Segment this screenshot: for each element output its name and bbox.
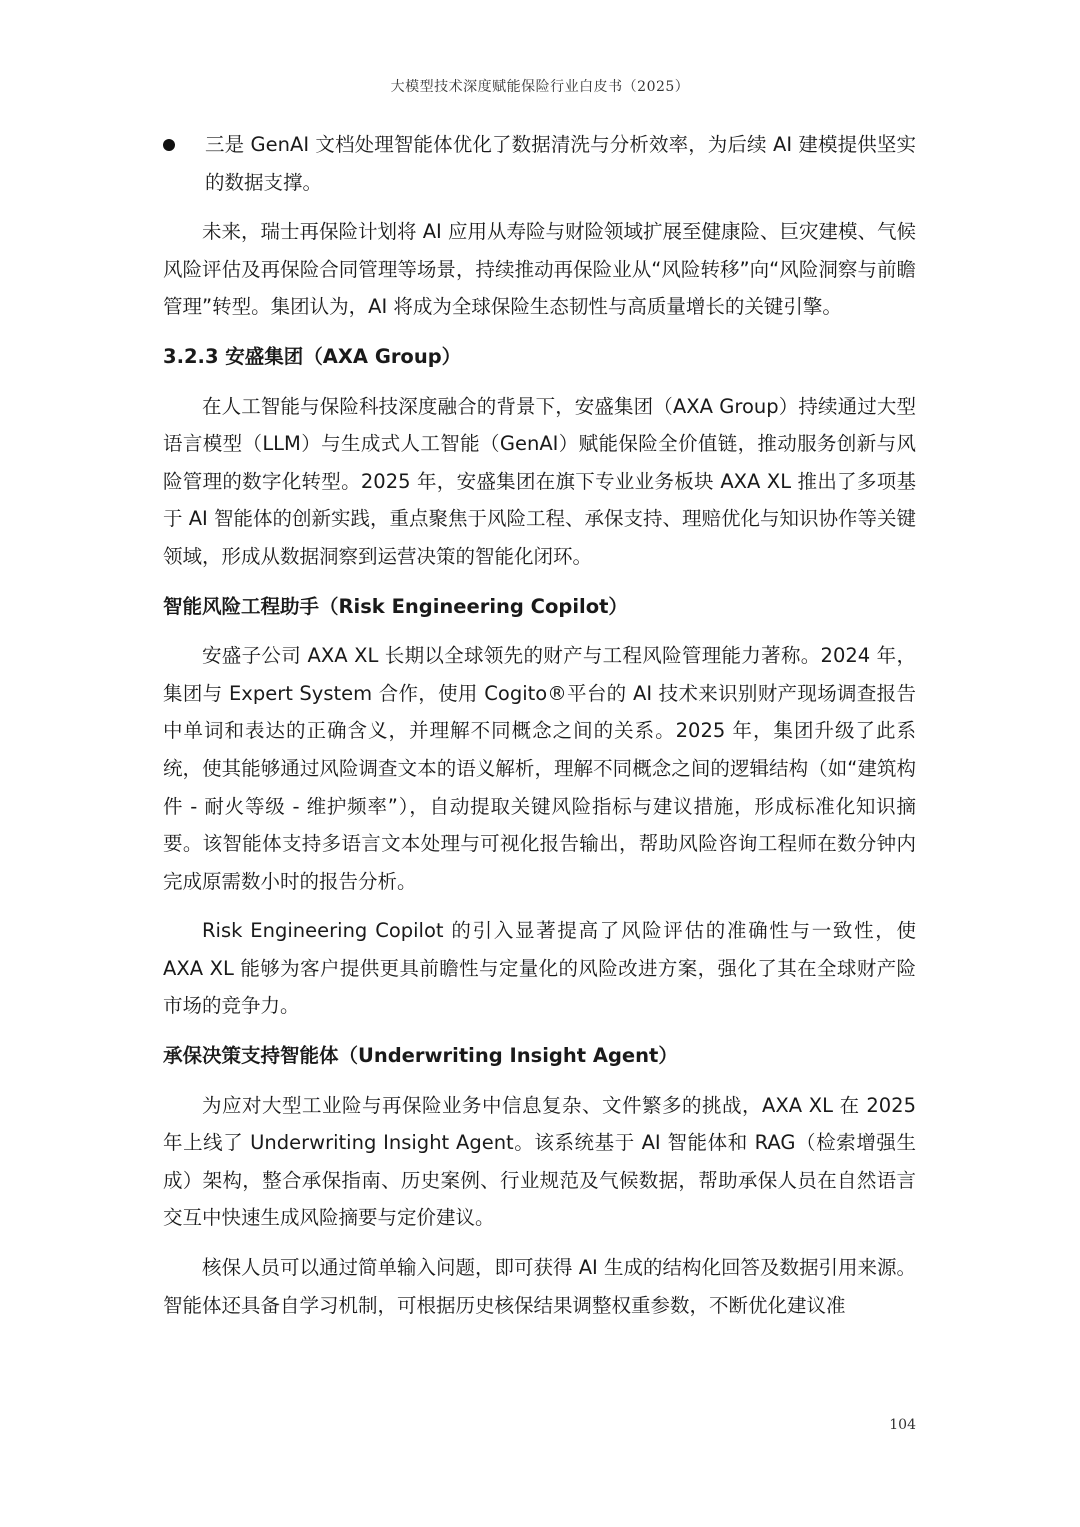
bullet-dot-icon: [163, 139, 175, 151]
section-heading-axa: 3.2.3 安盛集团（AXA Group）: [163, 344, 462, 368]
paragraph-axa-intro: 在人工智能与保险科技深度融合的背景下，安盛集团（AXA Group）持续通过大型语言模型（LLM）与生成式人工智能（GenAI）赋能保险全价值链，推动服务创新与风险管理的数字化转型。2025 年，安盛集团在旗下专业业务板块 AXA XL 推出了多项基于 AI 智能体的创新实践，重点聚焦于风险工程、承保支持、理赔优化与知识协作等关键领域，形成从数据洞察到运营决策的智能化闭环。: [163, 394, 916, 568]
page-header: 大模型技术深度赋能保险行业白皮书（2025）: [390, 79, 690, 95]
paragraph-copilot-impact: Risk Engineering Copilot 的引入显著提高了风险评估的准确性与一致性，使 AXA XL 能够为客户提供更具前瞻性与定量化的风险改进方案，强化了其在全球财产险市场的竞争力。: [163, 919, 916, 1018]
paragraph-copilot-detail: 安盛子公司 AXA XL 长期以全球领先的财产与工程风险管理能力著称。2024 年，集团与 Expert System 合作，使用 Cogito®平台的 AI 技术来识别财产现场调查报告中单词和表达的正确含义，并理解不同概念之间的关系。2025 年，集团升级了此系统，使其能够通过风险调查文本的语义解析，理解不同概念之间的逻辑结构（如“建筑构件 - 耐火等级 - 维护频率”），自动提取关键风险指标与建议措施，形成标准化知识摘要。该智能体支持多语言文本处理与可视化报告输出，帮助风险咨询工程师在数分钟内完成原需数小时的报告分析。: [163, 644, 916, 893]
bullet-text: 三是 GenAI 文档处理智能体优化了数据清洗与分析效率，为后续 AI 建模提供坚实的数据支撑。: [205, 133, 916, 194]
page-number: 104: [889, 1417, 916, 1433]
subheading-underwriting-insight-agent: 承保决策支持智能体（Underwriting Insight Agent）: [163, 1044, 678, 1068]
paragraph-underwriting-usage: 核保人员可以通过简单输入问题，即可获得 AI 生成的结构化回答及数据引用来源。智能体还具备自学习机制，可根据历史核保结果调整权重参数，不断优化建议准: [163, 1256, 916, 1317]
page-body: [163, 126, 916, 1336]
paragraph-future-plan: 未来，瑞士再保险计划将 AI 应用从寿险与财险领域扩展至健康险、巨灾建模、气候风险评估及再保险合同管理等场景，持续推动再保险业从“风险转移”向“风险洞察与前瞻管理”转型。集团认为，AI 将成为全球保险生态韧性与高质量增长的关键引擎。: [163, 220, 916, 319]
subheading-risk-engineering-copilot: 智能风险工程助手（Risk Engineering Copilot）: [163, 594, 628, 618]
bullet-list-item: [163, 126, 916, 201]
paragraph-underwriting-detail: 为应对大型工业险与再保险业务中信息复杂、文件繁多的挑战，AXA XL 在 2025 年上线了 Underwriting Insight Agent。该系统基于 AI 智能体和 RAG（检索增强生成）架构，整合承保指南、历史案例、行业规范及气候数据，帮助承保人员在自然语言交互中快速生成风险摘要与定价建议。: [163, 1093, 916, 1230]
